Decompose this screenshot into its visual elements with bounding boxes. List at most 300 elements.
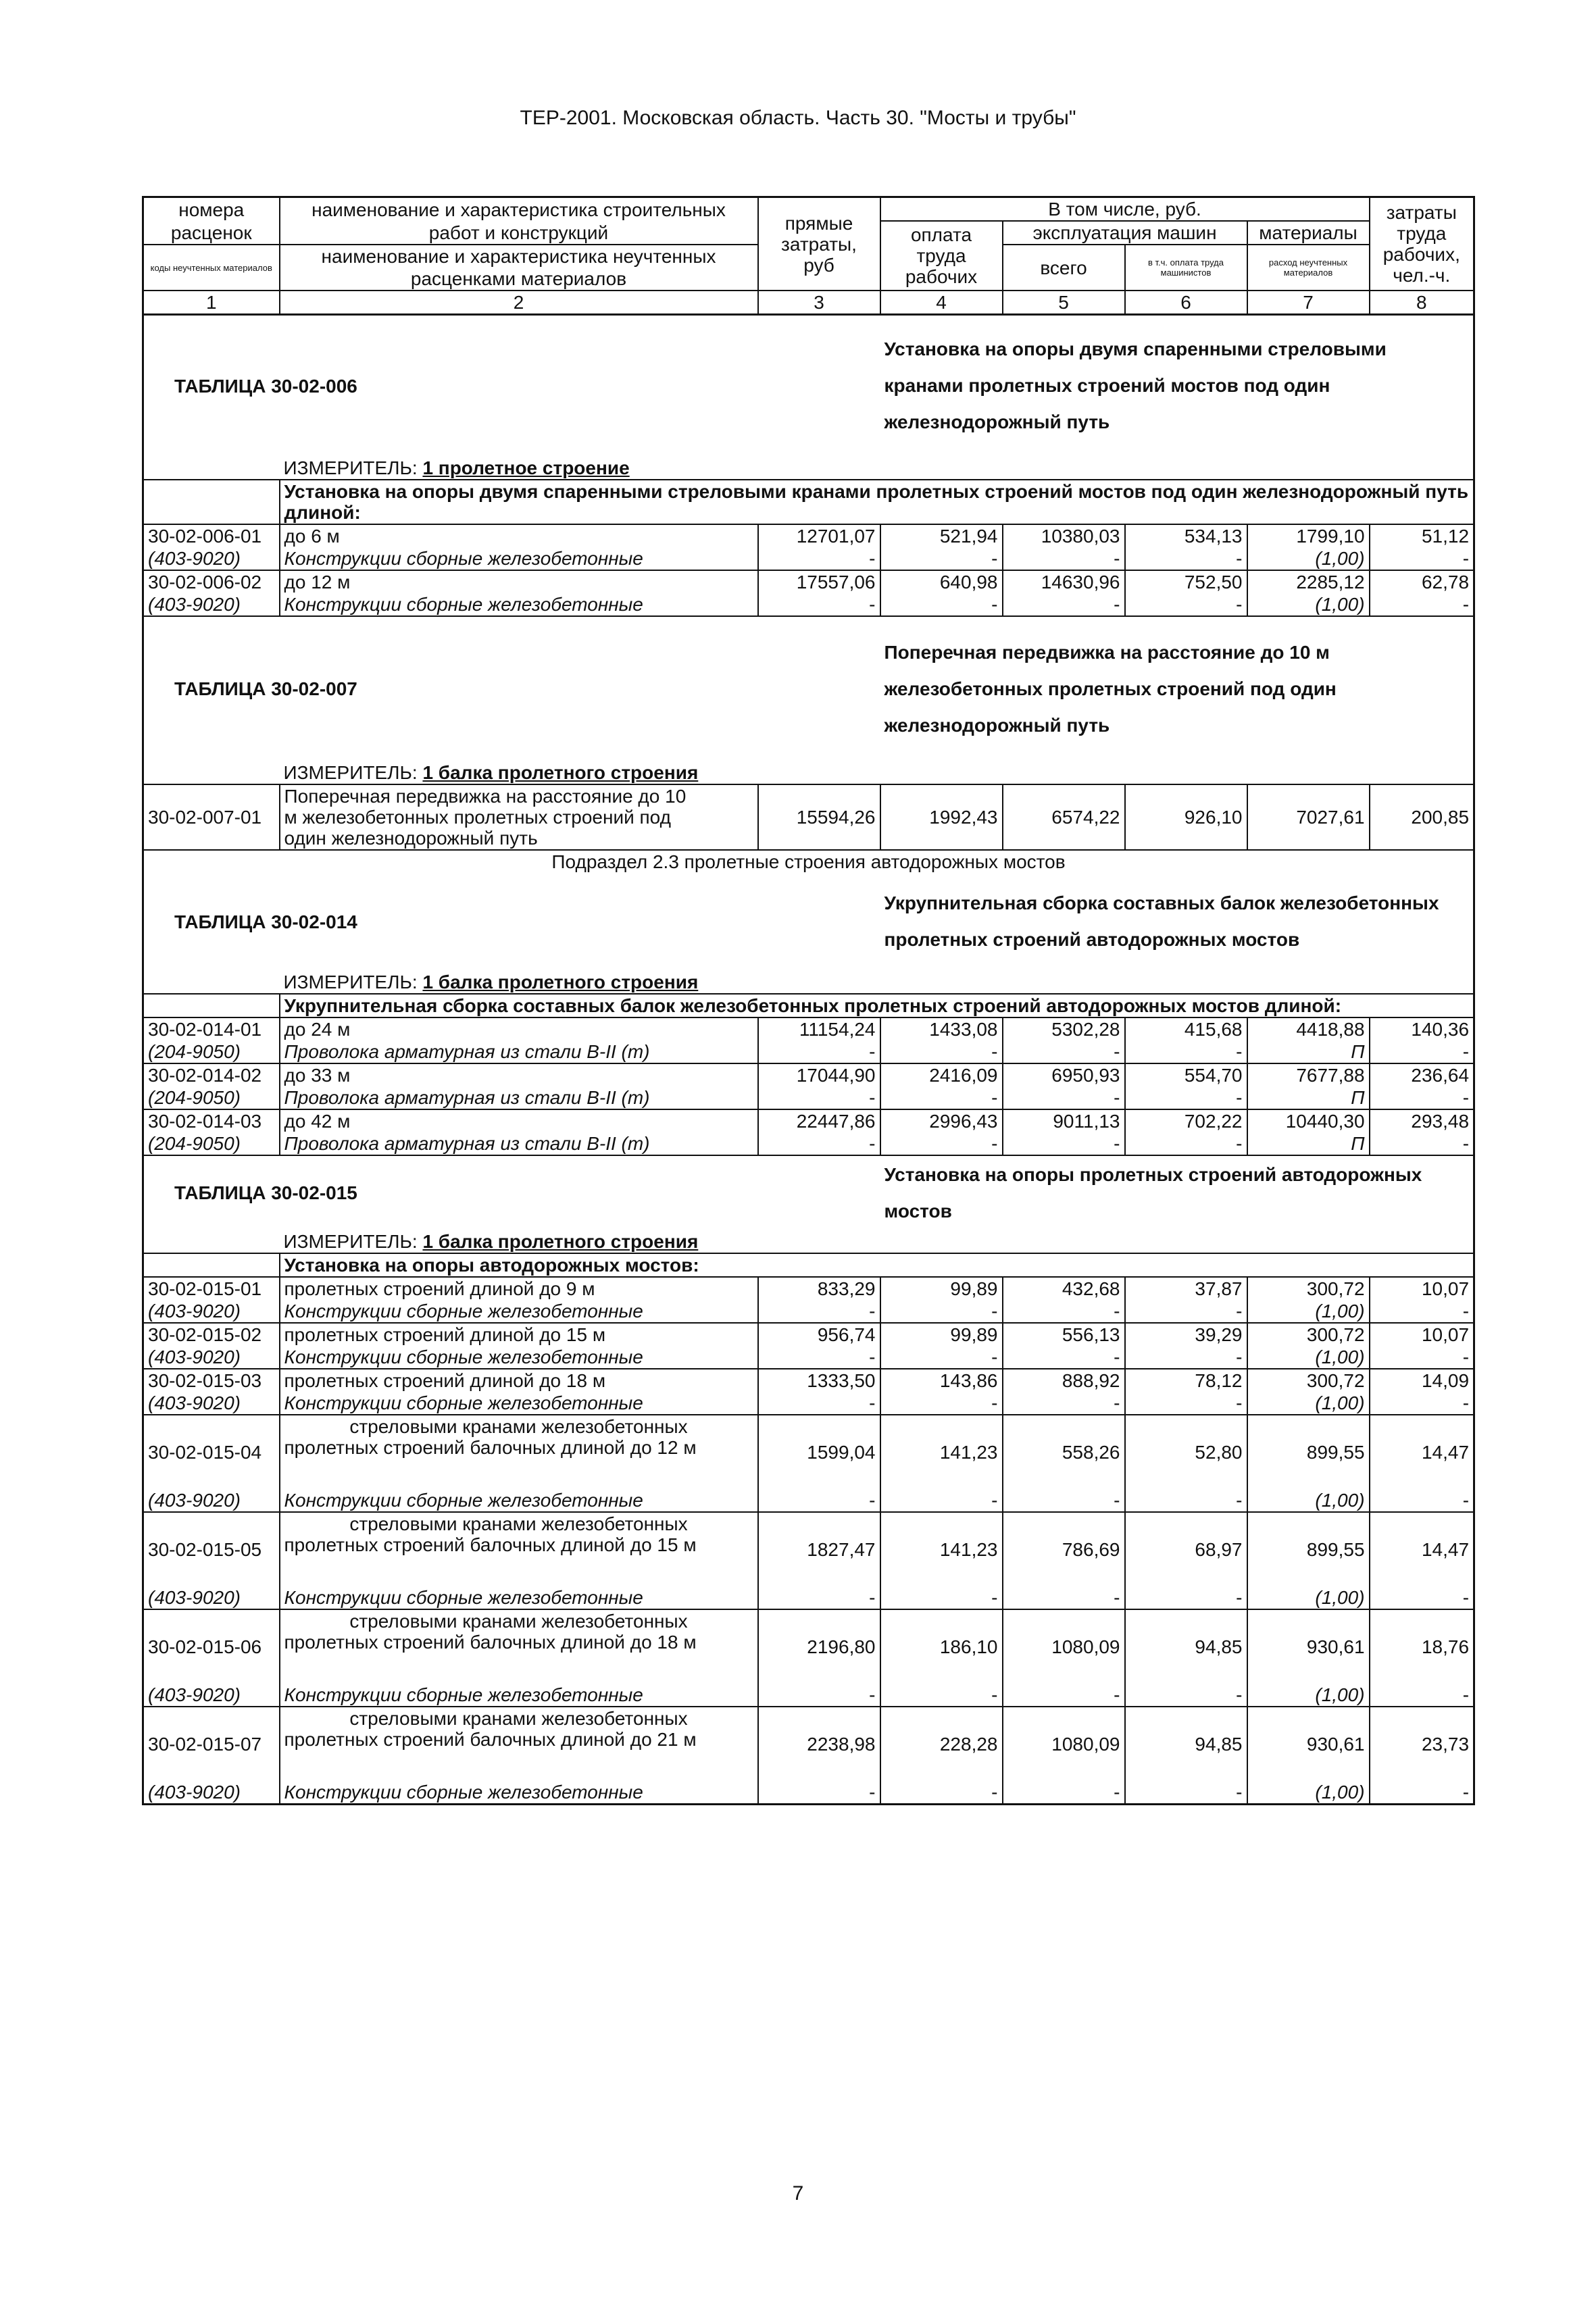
rate-code: 30-02-015-04 (143, 1415, 280, 1489)
material-code: (403-9020) (143, 1300, 280, 1323)
machinist-pay: 415,68 (1125, 1017, 1247, 1040)
rate-name: до 33 м (280, 1063, 758, 1086)
machine-total: 558,26 (1003, 1415, 1125, 1489)
rate-code: 30-02-007-01 (143, 784, 280, 850)
machine-total: 6574,22 (1003, 784, 1125, 850)
machinist-pay: - (1125, 1586, 1247, 1609)
measure-label: ИЗМЕРИТЕЛЬ: (283, 1230, 418, 1252)
direct-cost: 956,74 (758, 1323, 880, 1346)
rates-table (142, 196, 1475, 1805)
labor-hours: - (1370, 1586, 1474, 1609)
rate-name: пролетных строений длиной до 9 м (280, 1277, 758, 1300)
direct-cost: 12701,07 (758, 524, 880, 547)
labor-pay: - (880, 1781, 1003, 1805)
header-num-8: 8 (1370, 291, 1474, 315)
header-col1-small: коды неучтенных материалов (143, 245, 280, 291)
header-group: В том числе, руб. (880, 197, 1370, 222)
section-heading (143, 850, 1474, 873)
rate-name: пролетных строений длиной до 18 м (280, 1369, 758, 1392)
table-row (143, 1277, 1474, 1300)
header-col8-c: рабочих, (1382, 244, 1460, 265)
materials: 4418,88 (1247, 1017, 1370, 1040)
rate-name-line: стреловыми кранами железобетонных (349, 1415, 688, 1437)
table-row (143, 593, 1474, 616)
material-name: Конструкции сборные железобетонные (280, 1489, 758, 1512)
labor-pay: 521,94 (880, 524, 1003, 547)
header-num-5: 5 (1003, 291, 1125, 315)
table-row (143, 1512, 1474, 1586)
measure-value: 1 балка пролетного строения (422, 761, 699, 783)
labor-hours: 140,36 (1370, 1017, 1474, 1040)
labor-hours: 200,85 (1370, 784, 1474, 850)
material-code: (204-9050) (143, 1086, 280, 1109)
machine-total: - (1003, 1132, 1125, 1155)
direct-cost: 22447,86 (758, 1109, 880, 1132)
table-row (143, 1086, 1474, 1109)
table-row (143, 570, 1474, 593)
table-row (143, 1300, 1474, 1323)
labor-pay: 141,23 (880, 1415, 1003, 1489)
machine-total: - (1003, 1040, 1125, 1063)
table-row (143, 1684, 1474, 1707)
rate-name-line: стреловыми кранами железобетонных (349, 1513, 688, 1534)
table-row (143, 1392, 1474, 1415)
materials: 899,55 (1247, 1512, 1370, 1586)
machinist-pay: 702,22 (1125, 1109, 1247, 1132)
rate-code: 30-02-014-03 (143, 1109, 280, 1132)
direct-cost: - (758, 1586, 880, 1609)
table-30-02-006 (143, 315, 1474, 616)
material-name: Конструкции сборные железобетонные (280, 1586, 758, 1609)
labor-hours: 14,47 (1370, 1415, 1474, 1489)
direct-cost: 1333,50 (758, 1369, 880, 1392)
machine-total: - (1003, 1086, 1125, 1109)
labor-pay: 640,98 (880, 570, 1003, 593)
rate-code: 30-02-014-02 (143, 1063, 280, 1086)
machinist-pay: - (1125, 1392, 1247, 1415)
table-row (143, 1346, 1474, 1369)
direct-cost: - (758, 1392, 880, 1415)
table-row (143, 784, 1474, 850)
header-col5: всего (1003, 245, 1125, 291)
direct-cost: - (758, 1684, 880, 1707)
labor-hours: - (1370, 593, 1474, 616)
header-col4-b: труда (916, 245, 966, 266)
machine-total: - (1003, 1684, 1125, 1707)
table-row (143, 1707, 1474, 1781)
machinist-pay: 752,50 (1125, 570, 1247, 593)
labor-pay: 1433,08 (880, 1017, 1003, 1040)
materials: 930,61 (1247, 1707, 1370, 1781)
material-code: (204-9050) (143, 1132, 280, 1155)
material-code: (403-9020) (143, 1392, 280, 1415)
materials: 300,72 (1247, 1323, 1370, 1346)
labor-pay: - (880, 1346, 1003, 1369)
materials: (1,00) (1247, 1346, 1370, 1369)
measure-label: ИЗМЕРИТЕЛЬ: (283, 971, 418, 992)
labor-hours: 14,09 (1370, 1369, 1474, 1392)
materials: (1,00) (1247, 1586, 1370, 1609)
labor-hours: 62,78 (1370, 570, 1474, 593)
material-name: Проволока арматурная из стали В-II (т) (280, 1132, 758, 1155)
machine-total: 556,13 (1003, 1323, 1125, 1346)
labor-pay: 2416,09 (880, 1063, 1003, 1086)
labor-pay: - (880, 1392, 1003, 1415)
direct-cost: 17044,90 (758, 1063, 880, 1086)
table-30-02-007 (143, 616, 1474, 850)
materials: П (1247, 1040, 1370, 1063)
machine-total: - (1003, 1586, 1125, 1609)
table-name: Поперечная передвижка на расстояние до 10 м железобетонных пролетных строений под один железнодорожный путь (880, 616, 1474, 761)
material-code: (204-9050) (143, 1040, 280, 1063)
header-col4-a: оплата (910, 224, 972, 245)
header-num-2: 2 (280, 291, 758, 315)
rate-name (280, 1415, 758, 1489)
header-col8 (1370, 197, 1474, 291)
labor-pay: - (880, 1586, 1003, 1609)
measure-value: 1 балка пролетного строения (422, 1230, 699, 1252)
direct-cost: - (758, 1300, 880, 1323)
header-col2-bottom2: расценками материалов (280, 268, 758, 291)
labor-pay: - (880, 1300, 1003, 1323)
direct-cost: - (758, 1132, 880, 1155)
material-name: Конструкции сборные железобетонные (280, 547, 758, 570)
direct-cost: - (758, 1346, 880, 1369)
header-col2-top: наименование и характеристика строительных (280, 197, 758, 222)
machinist-pay: - (1125, 1489, 1247, 1512)
direct-cost: - (758, 547, 880, 570)
rate-code: 30-02-006-01 (143, 524, 280, 547)
labor-hours: 18,76 (1370, 1609, 1474, 1684)
material-code: (403-9020) (143, 1346, 280, 1369)
rate-code: 30-02-015-05 (143, 1512, 280, 1586)
machine-total: 6950,93 (1003, 1063, 1125, 1086)
table-code: ТАБЛИЦА 30-02-014 (143, 873, 880, 971)
table-row (143, 1609, 1474, 1684)
machine-total: - (1003, 1781, 1125, 1805)
labor-hours: - (1370, 547, 1474, 570)
section-title: Подраздел 2.3 пролетные строения автодорожных мостов (143, 850, 1474, 873)
machinist-pay: 94,85 (1125, 1609, 1247, 1684)
table-name: Укрупнительная сборка составных балок железобетонных пролетных строений автодорожных мостов (880, 873, 1474, 971)
header-col3-b: затраты, (781, 233, 857, 255)
material-name: Проволока арматурная из стали В-II (т) (280, 1040, 758, 1063)
header-num-6: 6 (1125, 291, 1247, 315)
materials: (1,00) (1247, 1489, 1370, 1512)
table-row (143, 524, 1474, 547)
labor-pay: 141,23 (880, 1512, 1003, 1586)
table-row (143, 1781, 1474, 1805)
header-col4-c: рабочих (905, 266, 978, 287)
material-name: Конструкции сборные железобетонные (280, 1300, 758, 1323)
rate-code: 30-02-015-07 (143, 1707, 280, 1781)
rate-name (280, 1707, 758, 1781)
material-name: Конструкции сборные железобетонные (280, 1346, 758, 1369)
materials: (1,00) (1247, 1300, 1370, 1323)
rate-code: 30-02-015-03 (143, 1369, 280, 1392)
material-code: (403-9020) (143, 593, 280, 616)
labor-hours: - (1370, 1781, 1474, 1805)
machine-total: - (1003, 1346, 1125, 1369)
labor-pay: 99,89 (880, 1323, 1003, 1346)
header-col3-a: прямые (784, 212, 853, 234)
rate-code: 30-02-015-01 (143, 1277, 280, 1300)
materials: 2285,12 (1247, 570, 1370, 593)
table-name: Установка на опоры двумя спаренными стреловыми кранами пролетных строений мостов под один железнодорожный путь (880, 315, 1474, 457)
measure-value: 1 балка пролетного строения (422, 971, 699, 992)
header-col8-b: труда (1397, 223, 1447, 244)
labor-hours: 10,07 (1370, 1323, 1474, 1346)
materials: П (1247, 1132, 1370, 1155)
direct-cost: - (758, 1781, 880, 1805)
rate-name (280, 1512, 758, 1586)
labor-hours: 293,48 (1370, 1109, 1474, 1132)
page-number: 7 (792, 2182, 804, 2205)
labor-hours: - (1370, 1086, 1474, 1109)
labor-pay: - (880, 1132, 1003, 1155)
direct-cost: - (758, 1086, 880, 1109)
labor-pay: - (880, 1684, 1003, 1707)
header-col7-top: материалы (1247, 221, 1370, 245)
table-row (143, 1415, 1474, 1489)
table-row (143, 1489, 1474, 1512)
machinist-pay: 39,29 (1125, 1323, 1247, 1346)
labor-hours: - (1370, 1392, 1474, 1415)
materials: 300,72 (1247, 1277, 1370, 1300)
table-header (143, 197, 1474, 315)
material-code: (403-9020) (143, 1489, 280, 1512)
material-name: Конструкции сборные железобетонные (280, 1392, 758, 1415)
labor-pay: - (880, 593, 1003, 616)
measure-label: ИЗМЕРИТЕЛЬ: (283, 761, 418, 783)
header-num-4: 4 (880, 291, 1003, 315)
machinist-pay: - (1125, 1132, 1247, 1155)
rates-document (142, 196, 1473, 1805)
machine-total: - (1003, 1392, 1125, 1415)
machinist-pay: - (1125, 1300, 1247, 1323)
machine-total: 888,92 (1003, 1369, 1125, 1392)
materials: (1,00) (1247, 547, 1370, 570)
table-code: ТАБЛИЦА 30-02-007 (143, 616, 880, 761)
rate-name-line: стреловыми кранами железобетонных (349, 1610, 688, 1632)
machinist-pay: - (1125, 1086, 1247, 1109)
labor-pay: 99,89 (880, 1277, 1003, 1300)
rate-name-line: стреловыми кранами железобетонных (349, 1707, 688, 1729)
table-row (143, 1132, 1474, 1155)
machine-total: 786,69 (1003, 1512, 1125, 1586)
header-col56: эксплуатация машин (1003, 221, 1247, 245)
header-col6-small: в т.ч. оплата труда машинистов (1125, 245, 1247, 291)
page-header: ТЕР-2001. Московская область. Часть 30. "Мосты и трубы" (520, 107, 1076, 129)
header-col3 (758, 197, 880, 291)
labor-pay: 2996,43 (880, 1109, 1003, 1132)
materials: 300,72 (1247, 1369, 1370, 1392)
material-name: Конструкции сборные железобетонные (280, 1684, 758, 1707)
table-30-02-014 (143, 873, 1474, 1155)
header-col2-mid: работ и конструкций (280, 221, 758, 245)
table-code: ТАБЛИЦА 30-02-006 (143, 315, 880, 457)
labor-pay: - (880, 547, 1003, 570)
rate-code: 30-02-014-01 (143, 1017, 280, 1040)
direct-cost: 17557,06 (758, 570, 880, 593)
labor-hours: 51,12 (1370, 524, 1474, 547)
material-code: (403-9020) (143, 547, 280, 570)
labor-hours: 14,47 (1370, 1512, 1474, 1586)
labor-pay: - (880, 1086, 1003, 1109)
header-num-7: 7 (1247, 291, 1370, 315)
machine-total: 1080,09 (1003, 1707, 1125, 1781)
rate-name-line: пролетных строений балочных длиной до 18 м (284, 1631, 697, 1653)
material-code: (403-9020) (143, 1684, 280, 1707)
machinist-pay: - (1125, 1040, 1247, 1063)
material-name: Конструкции сборные железобетонные (280, 593, 758, 616)
table-row (143, 1063, 1474, 1086)
machinist-pay: 52,80 (1125, 1415, 1247, 1489)
materials: 10440,30 (1247, 1109, 1370, 1132)
materials: 1799,10 (1247, 524, 1370, 547)
header-col8-d: чел.-ч. (1393, 265, 1451, 286)
table-name: Установка на опоры пролетных строений автодорожных мостов (880, 1155, 1474, 1230)
direct-cost: 2196,80 (758, 1609, 880, 1684)
material-code: (403-9020) (143, 1586, 280, 1609)
rate-code: 30-02-006-02 (143, 570, 280, 593)
materials: П (1247, 1086, 1370, 1109)
machinist-pay: 926,10 (1125, 784, 1247, 850)
machinist-pay: - (1125, 547, 1247, 570)
machinist-pay: - (1125, 1346, 1247, 1369)
labor-pay: 1992,43 (880, 784, 1003, 850)
header-col8-a: затраты (1386, 202, 1457, 223)
machinist-pay: 78,12 (1125, 1369, 1247, 1392)
header-num-3: 3 (758, 291, 880, 315)
materials: (1,00) (1247, 593, 1370, 616)
subheading: Установка на опоры двумя спаренными стреловыми кранами пролетных строений мостов под один железнодорожный путь длиной: (280, 480, 1474, 524)
material-name: Конструкции сборные железобетонные (280, 1781, 758, 1805)
machine-total: 5302,28 (1003, 1017, 1125, 1040)
labor-hours: - (1370, 1346, 1474, 1369)
machine-total: 1080,09 (1003, 1609, 1125, 1684)
rate-name-line: один железнодорожный путь (284, 827, 538, 849)
header-col3-c: руб (803, 254, 834, 276)
rate-name-line: пролетных строений балочных длиной до 21 м (284, 1728, 697, 1750)
rate-name: до 24 м (280, 1017, 758, 1040)
machinist-pay: - (1125, 1684, 1247, 1707)
machine-total: 10380,03 (1003, 524, 1125, 547)
rate-name-line: м железобетонных пролетных строений под (284, 806, 671, 828)
table-row (143, 1017, 1474, 1040)
machinist-pay: 37,87 (1125, 1277, 1247, 1300)
rate-name: пролетных строений длиной до 15 м (280, 1323, 758, 1346)
measure-line (280, 457, 1474, 480)
machine-total: - (1003, 1300, 1125, 1323)
labor-pay: 143,86 (880, 1369, 1003, 1392)
direct-cost: - (758, 1040, 880, 1063)
rate-name (280, 784, 758, 850)
machine-total: 432,68 (1003, 1277, 1125, 1300)
labor-hours: - (1370, 1489, 1474, 1512)
materials: 899,55 (1247, 1415, 1370, 1489)
subheading: Установка на опоры автодорожных мостов: (280, 1253, 1474, 1277)
machinist-pay: 68,97 (1125, 1512, 1247, 1586)
rate-name: до 6 м (280, 524, 758, 547)
machine-total: - (1003, 1489, 1125, 1512)
machine-total: - (1003, 547, 1125, 570)
materials: 7677,88 (1247, 1063, 1370, 1086)
header-num-1: 1 (143, 291, 280, 315)
labor-pay: 186,10 (880, 1609, 1003, 1684)
direct-cost: - (758, 593, 880, 616)
labor-hours: - (1370, 1300, 1474, 1323)
materials: (1,00) (1247, 1781, 1370, 1805)
machinist-pay: 534,13 (1125, 524, 1247, 547)
header-col2-bottom: наименование и характеристика неучтенных (280, 245, 758, 268)
rate-code: 30-02-015-06 (143, 1609, 280, 1684)
measure-label: ИЗМЕРИТЕЛЬ: (283, 457, 418, 478)
direct-cost: 1599,04 (758, 1415, 880, 1489)
labor-hours: 236,64 (1370, 1063, 1474, 1086)
direct-cost: 2238,98 (758, 1707, 880, 1781)
direct-cost: 833,29 (758, 1277, 880, 1300)
rate-code: 30-02-015-02 (143, 1323, 280, 1346)
header-col4 (880, 221, 1003, 291)
measure-value: 1 пролетное строение (422, 457, 630, 478)
measure-line (280, 1230, 1474, 1253)
machine-total: 14630,96 (1003, 570, 1125, 593)
rate-name-line: Поперечная передвижка на расстояние до 10 (284, 785, 687, 807)
machinist-pay: - (1125, 593, 1247, 616)
measure-line (280, 971, 1474, 994)
direct-cost: - (758, 1489, 880, 1512)
header-col7-small: расход неучтенных материалов (1247, 245, 1370, 291)
labor-hours: 10,07 (1370, 1277, 1474, 1300)
materials: (1,00) (1247, 1392, 1370, 1415)
table-row (143, 1109, 1474, 1132)
labor-pay: - (880, 1040, 1003, 1063)
rate-name (280, 1609, 758, 1684)
table-row (143, 1323, 1474, 1346)
rate-name: до 12 м (280, 570, 758, 593)
rate-name-line: пролетных строений балочных длиной до 12 м (284, 1436, 697, 1458)
machinist-pay: 94,85 (1125, 1707, 1247, 1781)
table-30-02-015 (143, 1155, 1474, 1805)
direct-cost: 11154,24 (758, 1017, 880, 1040)
subheading: Укрупнительная сборка составных балок железобетонных пролетных строений автодорожных мостов длиной: (280, 994, 1474, 1017)
direct-cost: 1827,47 (758, 1512, 880, 1586)
labor-pay: - (880, 1489, 1003, 1512)
machine-total: 9011,13 (1003, 1109, 1125, 1132)
materials: (1,00) (1247, 1684, 1370, 1707)
machinist-pay: - (1125, 1781, 1247, 1805)
labor-pay: 228,28 (880, 1707, 1003, 1781)
table-row (143, 1369, 1474, 1392)
header-col1-top: номера (143, 197, 280, 222)
labor-hours: - (1370, 1132, 1474, 1155)
direct-cost: 15594,26 (758, 784, 880, 850)
material-code: (403-9020) (143, 1781, 280, 1805)
material-name: Проволока арматурная из стали В-II (т) (280, 1086, 758, 1109)
table-code: ТАБЛИЦА 30-02-015 (143, 1155, 880, 1230)
table-row (143, 547, 1474, 570)
labor-hours: - (1370, 1684, 1474, 1707)
labor-hours: - (1370, 1040, 1474, 1063)
machinist-pay: 554,70 (1125, 1063, 1247, 1086)
header-col1-mid: расценок (143, 221, 280, 245)
rate-name: до 42 м (280, 1109, 758, 1132)
labor-hours: 23,73 (1370, 1707, 1474, 1781)
rate-name-line: пролетных строений балочных длиной до 15 м (284, 1534, 697, 1555)
measure-line (280, 761, 1474, 784)
machine-total: - (1003, 593, 1125, 616)
